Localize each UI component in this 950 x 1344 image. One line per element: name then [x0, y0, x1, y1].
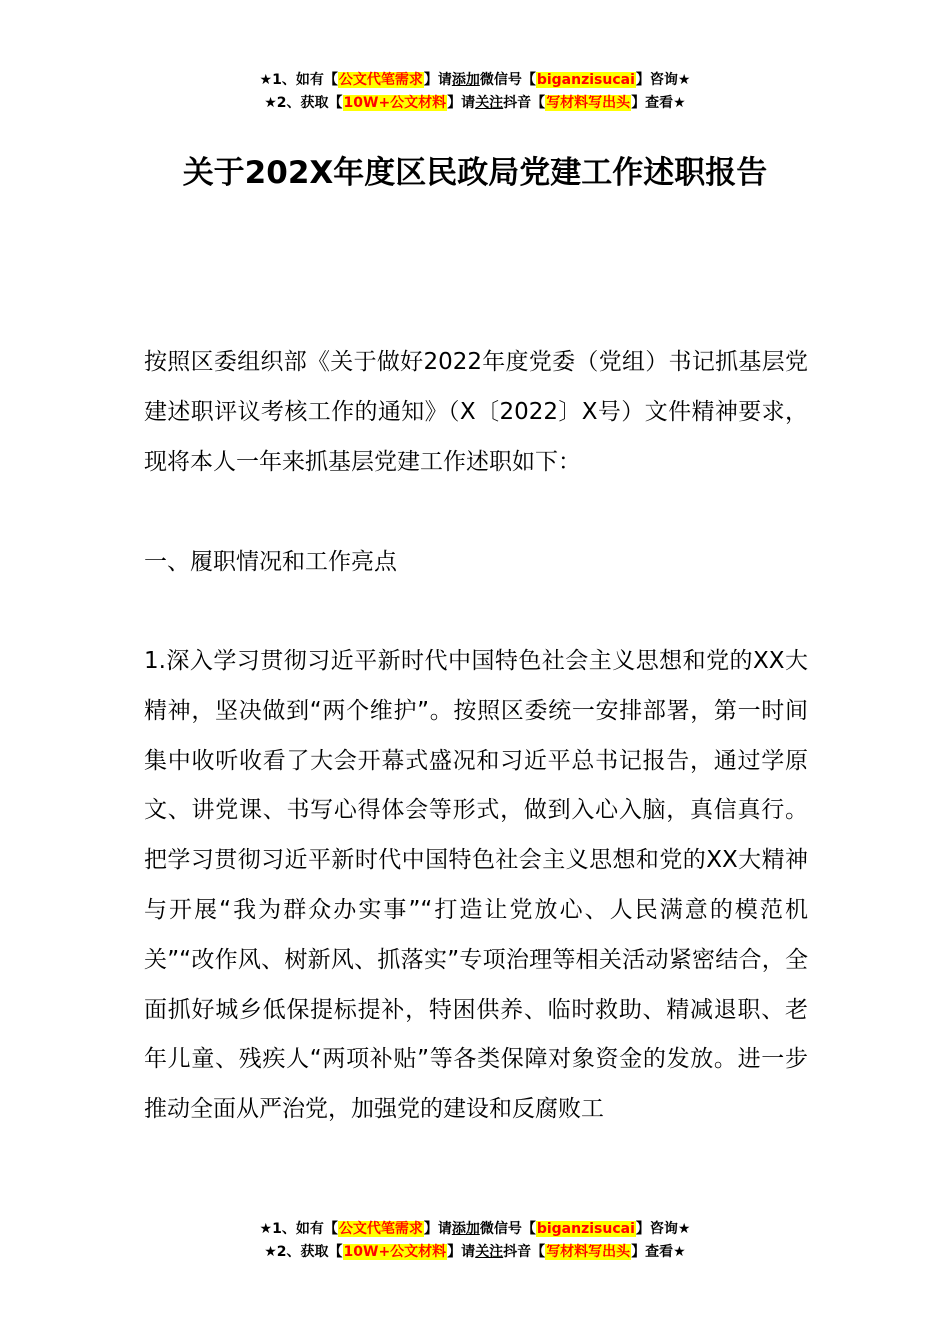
top-banner	[0, 69, 950, 115]
banner-underlined: 添加	[451, 72, 480, 88]
banner-text: ★2、获取【	[264, 1244, 343, 1260]
section-heading: 一、履职情况和工作亮点	[144, 549, 397, 575]
banner-text: 】查看★	[631, 95, 686, 111]
banner-highlight: biganzisucai	[536, 1221, 635, 1237]
banner-text: 】请	[423, 1221, 452, 1237]
banner-line-1	[0, 1218, 950, 1241]
banner-line-1	[0, 69, 950, 92]
intro-paragraph: 按照区委组织部《关于做好2022年度党委（党组）书记抓基层党建述职评议考核工作的通知》（X〔2022〕X号）文件精神要求，现将本人一年来抓基层党建工作述职如下：	[144, 349, 808, 475]
banner-underlined: 关注	[475, 1244, 504, 1260]
banner-highlight: 10W+公文材料	[343, 1244, 447, 1260]
banner-text: 】请	[447, 1244, 476, 1260]
banner-highlight: 10W+公文材料	[343, 95, 447, 111]
banner-line-2	[0, 92, 950, 115]
banner-underlined: 添加	[451, 1221, 480, 1237]
banner-highlight: biganzisucai	[536, 72, 635, 88]
body-paragraph: 1.深入学习贯彻习近平新时代中国特色社会主义思想和党的XX大精神，坚决做到“两个维护”。按照区委统一安排部署，第一时间集中收听收看了大会开幕式盛况和习近平总书记报告，通过学原文、讲党课、书写心得体会等形式，做到入心入脑，真信真行。把学习贯彻习近平新时代中国特色社会主义思想和党的XX大精神与开展“我为群众办实事”“打造让党放心、人民满意的模范机关”“改作风、树新风、抓落实”专项治理等相关活动紧密结合，全面抓好城乡低保提标提补，特困供养、临时救助、精减退职、老年儿童、残疾人“两项补贴”等各类保障对象资金的发放。进一步推动全面从严治党，加强党的建设和反腐败工	[144, 648, 808, 1123]
banner-text: ★1、如有【	[259, 72, 338, 88]
banner-underlined: 关注	[475, 95, 504, 111]
banner-text: 微信号【	[479, 1221, 536, 1237]
banner-text: 抖音【	[503, 1244, 546, 1260]
banner-line-2	[0, 1241, 950, 1264]
banner-text: ★1、如有【	[259, 1221, 338, 1237]
banner-text: ★2、获取【	[264, 95, 343, 111]
banner-text: 微信号【	[479, 72, 536, 88]
banner-text: 】咨询★	[635, 72, 691, 88]
banner-text: 】查看★	[631, 1244, 686, 1260]
document-title: 关于202X年度区民政局党建工作述职报告	[182, 155, 768, 191]
banner-text: 】咨询★	[635, 1221, 691, 1237]
banner-highlight: 公文代笔需求	[338, 1221, 423, 1237]
banner-highlight: 公文代笔需求	[338, 72, 423, 88]
banner-text: 抖音【	[503, 95, 546, 111]
banner-text: 】请	[423, 72, 452, 88]
banner-text: 】请	[447, 95, 476, 111]
bottom-banner	[0, 1218, 950, 1264]
banner-highlight: 写材料写出头	[546, 1244, 631, 1260]
banner-highlight: 写材料写出头	[546, 95, 631, 111]
